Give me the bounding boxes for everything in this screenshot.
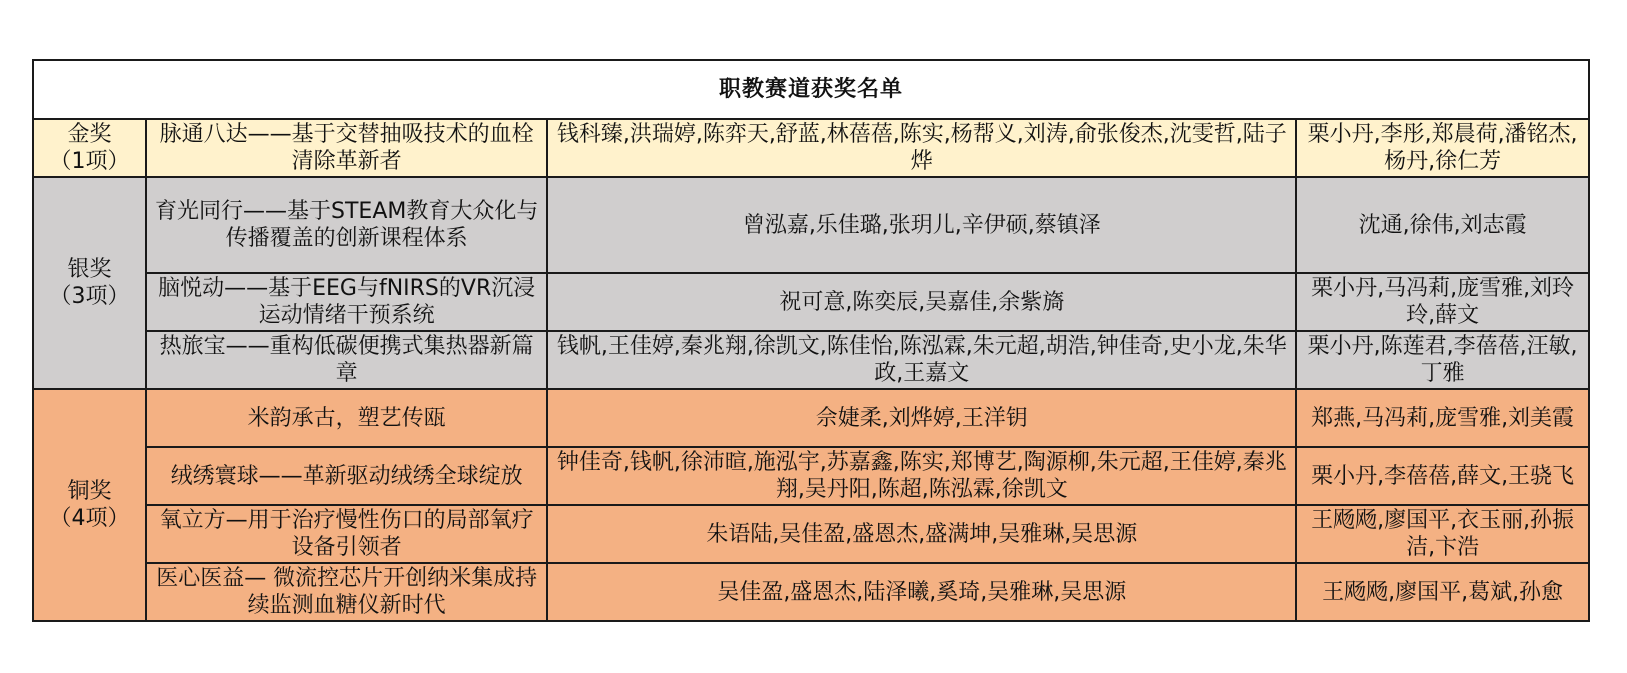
project-cell: 育光同行——基于STEAM教育大众化与传播覆盖的创新课程体系 — [146, 177, 548, 273]
members-cell: 钱科臻,洪瑞婷,陈弈天,舒蓝,林蓓蓓,陈实,杨帮义,刘涛,俞张俊杰,沈雯哲,陆子烨 — [547, 119, 1296, 177]
project-cell: 氧立方—用于治疗慢性伤口的局部氧疗设备引领者 — [146, 505, 548, 563]
project-cell: 医心医益— 微流控芯片开创纳米集成持续监测血糖仪新时代 — [146, 563, 548, 621]
table-row — [33, 389, 1589, 447]
project-cell: 绒绣寰球——革新驱动绒绣全球绽放 — [146, 447, 548, 505]
members-cell: 曾泓嘉,乐佳璐,张玥儿,辛伊硕,蔡镇泽 — [547, 177, 1296, 273]
members-cell: 吴佳盈,盛恩杰,陆泽曦,奚琦,吴雅琳,吴思源 — [547, 563, 1296, 621]
advisors-cell: 栗小丹,李蓓蓓,薛文,王骁飞 — [1296, 447, 1589, 505]
table-title: 职教赛道获奖名单 — [33, 60, 1589, 119]
table-row — [33, 505, 1589, 563]
members-cell: 钱帆,王佳婷,秦兆翔,徐凯文,陈佳怡,陈泓霖,朱元超,胡浩,钟佳奇,史小龙,朱华政,王嘉文 — [547, 331, 1296, 389]
advisors-cell: 沈通,徐伟,刘志霞 — [1296, 177, 1589, 273]
table-row — [33, 563, 1589, 621]
members-cell: 钟佳奇,钱帆,徐沛暄,施泓宇,苏嘉鑫,陈实,郑博艺,陶源柳,朱元超,王佳婷,秦兆翔,吴丹阳,陈超,陈泓霖,徐凯文 — [547, 447, 1296, 505]
awards-table — [32, 59, 1590, 622]
advisors-cell: 栗小丹,李彤,郑晨荷,潘铭杰,杨丹,徐仁芳 — [1296, 119, 1589, 177]
advisors-cell: 王飏飏,廖国平,衣玉丽,孙振洁,卞浩 — [1296, 505, 1589, 563]
members-cell: 佘婕柔,刘烨婷,王洋钥 — [547, 389, 1296, 447]
project-cell: 脉通八达——基于交替抽吸技术的血栓清除革新者 — [146, 119, 548, 177]
members-cell: 祝可意,陈奕辰,吴嘉佳,余紫旖 — [547, 273, 1296, 331]
table-row — [33, 177, 1589, 273]
category-silver: 银奖 （3项） — [33, 177, 146, 389]
project-cell: 米韵承古，塑艺传瓯 — [146, 389, 548, 447]
table-row — [33, 119, 1589, 177]
category-gold: 金奖 （1项） — [33, 119, 146, 177]
project-cell: 热旅宝——重构低碳便携式集热器新篇章 — [146, 331, 548, 389]
advisors-cell: 郑燕,马冯莉,庞雪雅,刘美霞 — [1296, 389, 1589, 447]
members-cell: 朱语陆,吴佳盈,盛恩杰,盛满坤,吴雅琳,吴思源 — [547, 505, 1296, 563]
category-bronze: 铜奖 （4项） — [33, 389, 146, 621]
advisors-cell: 栗小丹,马冯莉,庞雪雅,刘玲玲,薛文 — [1296, 273, 1589, 331]
advisors-cell: 栗小丹,陈莲君,李蓓蓓,汪敏,丁雅 — [1296, 331, 1589, 389]
project-cell: 脑悦动——基于EEG与fNIRS的VR沉浸运动情绪干预系统 — [146, 273, 548, 331]
advisors-cell: 王飏飏,廖国平,葛斌,孙愈 — [1296, 563, 1589, 621]
table-row — [33, 273, 1589, 331]
table-row — [33, 447, 1589, 505]
table-title-row — [33, 60, 1589, 119]
table-row — [33, 331, 1589, 389]
